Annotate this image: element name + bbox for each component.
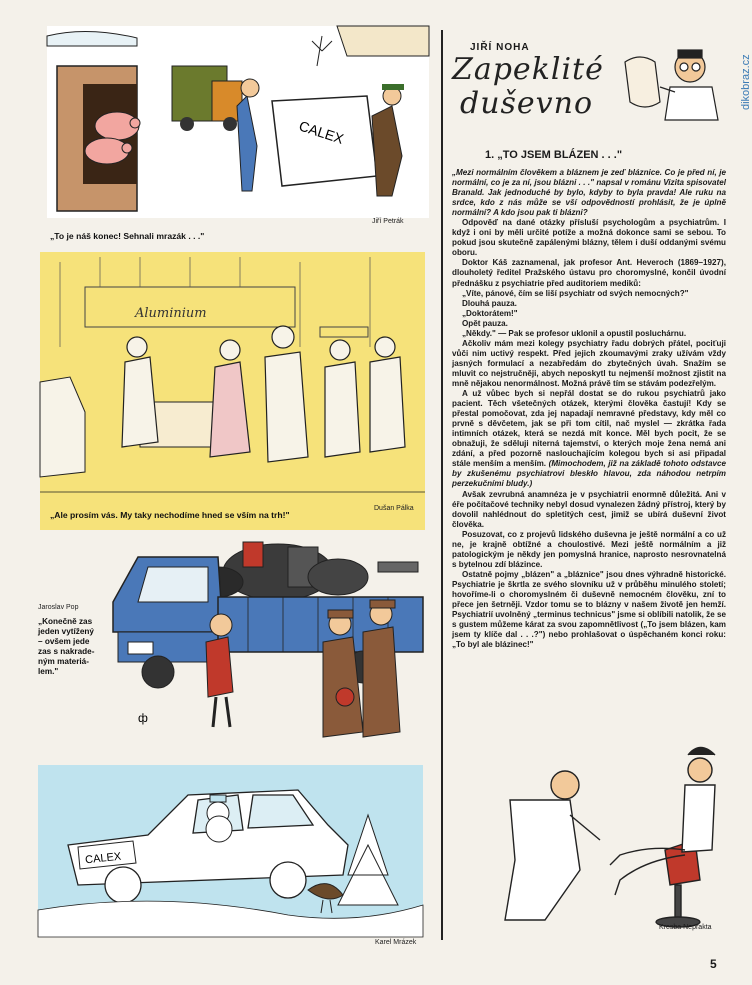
svg-text:ф: ф (138, 711, 148, 725)
article-paragraph: „Doktorátem!" (462, 308, 518, 318)
doctor-portrait-illustration (620, 42, 720, 120)
column-divider (441, 30, 443, 940)
article-paragraph: Avšak zevrubná anamnéza je v psychiatrii enormně důležitá. Ani v éře počítačové techniky nebyl dosud vynalezen žádný přístroj, který by dovolil nahlédnout do spletitých cest, jimiž se ubírá duševní život člověka. (452, 489, 726, 529)
article-paragraph: „Někdy." — Pak se profesor uklonil a opustil posluchárnu. (462, 328, 687, 338)
cartoon-credit: Dušan Pálka (374, 505, 414, 512)
article-paragraph: Ačkoliv mám mezi kolegy psychiatry řadu dobrých přátel, pociťuji vůči nim uctivý respekt. Před jejich zkoumavými zraky užívám vždy jasných formulací a nezabředám do zbytečných úvah. Snažím se mluvit co nejstručněji, abych neposkytl tu nejmenší možnost zjistit na mně nějakou nenormálnost. Možná právě tím se stávám podezřelým. (452, 338, 726, 388)
cartoon-caption: „To je náš konec! Sehnali mrazák . . ." (50, 231, 205, 241)
cartoon-freezer (47, 26, 429, 218)
cartoon-credit: Karel Mrázek (375, 939, 417, 946)
caption-line: jeden vytížený (38, 627, 94, 636)
snowman-car-illustration (38, 765, 423, 937)
article-paragraph: „Mezi normálním člověkem a bláznem je zeď bláznice. Co je před ní, je normální, co je za ní, jsou blázni . . ." napsal v románu Vizita spisovatel Branald. Jak jednoduché by bylo, kdyby to byla pravda! Ale ruku na srdce, kdo z nás může se vší odpovědností prohlásit, že je úplně normální? A kdo jsou pak ti blázni? (452, 168, 726, 218)
article-paragraph: Odpověď na dané otázky přísluší psychologům a psychiatrům. I když i oni by měli určité potíže a možná dokonce sami se sebou. To pokud jsou skutečně zapálenými blázny, tělem i duší oddanými svému oboru. (452, 218, 726, 258)
article-author: JIŘÍ NOHA (470, 42, 530, 53)
box-label: CALEX (297, 117, 346, 147)
cartoon-credit: Jaroslav Pop (38, 604, 79, 611)
cartoon-credit: Jiří Petrák (372, 218, 404, 225)
illustration-credit: Kresba Neprakta (659, 924, 712, 931)
brand-watermark (726, 10, 752, 110)
caption-line: „Konečně zas (38, 617, 93, 626)
article-title-line1: Zapeklité (452, 52, 604, 87)
section-heading: 1. „TO JSEM BLÁZEN . . ." (485, 149, 623, 161)
article-title-line2: duševno (460, 86, 594, 121)
brand-text: dikobraz.cz (740, 54, 752, 110)
article-paragraph: Posuzovat, co z projevů lidského duševna je ještě normální a co už ne, je krajně obtížné a choulostivé. Mezi ještě normálním a již patologickým je někdy jen pomyslná hranice, naprosto nesrovnatelná s bytelnou zdí blázince. (452, 529, 726, 569)
article-body (452, 168, 726, 650)
truck-cartoon-illustration (108, 532, 430, 744)
article-paragraph: A už vůbec bych si nepřál dostat se do rukou psychiatrů jako pacient. Těch všetečných otázek, kterými člověka častují! Kdy se přestal pomočovat, zda jej napadají nemravné představy, kdy měl co prvně s děvčetem, jak se při tom cítil, nač myslel — zkrátka řada intimních otázek, která se nezdá mít konce. Měl bych pocit, že se obnažuji, že sděluji niterná tajemství, o kterých moje žena nemá ani zdání, a před pozorně naslouchajícím kolegou bych si asi připadal stále menším a menším. (Mimochodem, již na základě tohoto odstavce by zkušenému psychiatrovi bleskło hlavou, zda náhodou netrpím perzekučními bludy.) (452, 389, 727, 489)
article-paragraph: Ostatně pojmy „blázen" a „bláznice" jsou dnes výhradně historické. Psychiatrie je škrtla ze svého slovníku už v průběhu minulého století; hovoříme-li o choromyslném či duševně nemocném člověku, zní to přece jen šetrněji. Vzdor tomu se to blázny v našem životě jen hemží. Psychiatrií uvolněný „terminus technicus" jsme si oblíbili natolik, že se s gustem můžeme kárat za svou zapomnětlivost („To jsem blázen, kam jsem ty klíče dal . . .?") nebo prohlašovat o úspěchaném konci roku: „To byl ale blázinec!" (452, 569, 726, 650)
caption-line: – ovšem jede (38, 637, 90, 646)
cartoon-market (40, 252, 425, 530)
shop-sign: Aluminium (135, 306, 207, 321)
cartoon-truck (108, 532, 430, 744)
article-paragraph: Dlouhá pauza. (462, 298, 517, 308)
article-paragraph: „Víte, pánové, čím se liší psychiatr od svých nemocných?" (462, 288, 689, 298)
article-paragraph: Doktor Káš zaznamenal, jak profesor Ant. Heveroch (1869–1927), dlouholetý ředitel Pražského ústavu pro choromyslné, končil úvodní přednášku z psychiatrie před auditoriem mediků: (452, 258, 726, 288)
cartoon-snowman-car (38, 765, 423, 937)
cartoon-caption-truck (38, 617, 118, 677)
cartoon-caption: „Ale prosím vás. My taky nechodíme hned se vším na trh!" (50, 510, 290, 520)
car-plate: CALEX (84, 850, 122, 867)
page-number: 5 (710, 957, 717, 971)
article-paragraph: Opět pauza. (462, 318, 508, 328)
caption-line: zas s nakrade- (38, 647, 95, 656)
caption-line: ným materiá- (38, 657, 89, 666)
doctor-patient-illustration (470, 740, 725, 930)
freezer-cartoon-illustration (47, 26, 429, 218)
market-cartoon-illustration (40, 252, 425, 530)
caption-line: lem." (38, 667, 59, 676)
